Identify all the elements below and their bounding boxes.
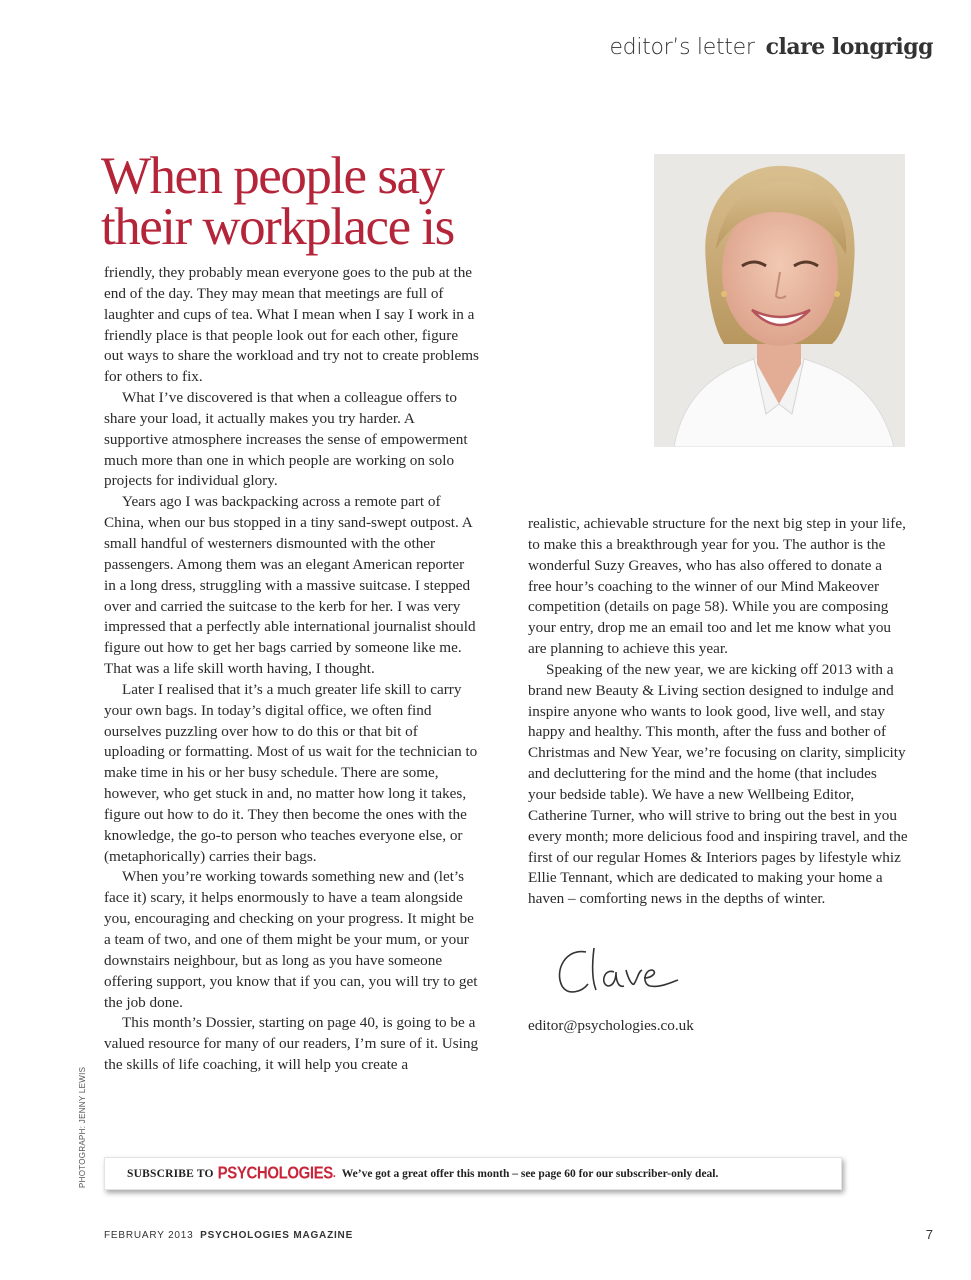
- magazine-name: PSYCHOLOGIES MAGAZINE: [200, 1230, 354, 1241]
- page-number: 7: [925, 1227, 933, 1242]
- paragraph: realistic, achievable structure for the next big step in your life, to make this a breakthrough year for you. The author is the wonderful Suzy Greaves, who has also offered to donate a free hour’s coaching to the winner of our Mind Makeover competition (details on page 58). While you are composing your entry, drop me an email too and let me know what you are planning to achieve this year.: [528, 515, 906, 658]
- editor-email[interactable]: editor@psychologies.co.uk: [528, 1017, 694, 1034]
- subscribe-banner[interactable]: [104, 1157, 842, 1190]
- brand-logo: PSYCHOLOGIES: [217, 1163, 333, 1184]
- article-column-left: [104, 263, 479, 1076]
- editor-signature: [548, 940, 688, 1002]
- article-column-right: [528, 514, 908, 910]
- subscribe-offer: We’ve got a great offer this month – see page 60 for our subscriber-only deal.: [341, 1167, 719, 1180]
- photo-credit: PHOTOGRAPH: JENNY LEWIS: [78, 1066, 87, 1188]
- issue-date: FEBRUARY 2013: [104, 1230, 194, 1241]
- page-footer: [104, 1230, 353, 1241]
- paragraph: When you’re working towards something new and (let’s face it) scary, it helps enormously to have a team alongside you, encouraging and checking on your progress. It might be a team of two, and one of them might be your mum, or your downstairs neighbour, but as long as you have someone offering support, you know that if you can, you will try to get the job done.: [104, 868, 478, 1011]
- paragraph: Years ago I was backpacking across a remote part of China, when our bus stopped in a tiny sand-swept outpost. A small handful of westerners dismounted with the other passengers. Among them was an elegant American reporter in a long dress, struggling with a massive suitcase. I stepped over and carried the suitcase to the kerb for her. I was very impressed that a perfectly able international journalist should figure out how to get her bags carried by someone like me. That was a life skill worth having, I thought.: [104, 493, 476, 678]
- paragraph: Speaking of the new year, we are kicking off 2013 with a brand new Beauty & Living section designed to indulge and inspire anyone who wants to look good, live well, and stay happy and healthy. This month, after the fuss and bother of Christmas and New Year, we’re focusing on clarity, simplicity and decluttering for the mind and the home (that includes your bedside table). We have a new Wellbeing Editor, Catherine Turner, who will strive to bring out the best in you every month; more delicious food and inspiring travel, and the first of our regular Homes & Interiors pages by lifestyle whiz Ellie Tennant, which are dedicated to making your home a haven – comforting news in the depths of winter.: [528, 660, 908, 908]
- editor-portrait: [654, 154, 905, 447]
- portrait-illustration: [654, 154, 905, 447]
- signature-mark: [548, 940, 688, 1002]
- section-label: editor’s letter: [609, 35, 755, 60]
- paragraph: friendly, they probably mean everyone goes to the pub at the end of the day. They may mean that meetings are full of laughter and cups of tea. What I mean when I say I work in a friendly place is that people look out for each other, figure out ways to share the workload and try not to create problems for others to fix.: [104, 264, 479, 386]
- subscribe-lead: SUBSCRIBE TO: [127, 1167, 214, 1180]
- paragraph: Later I realised that it’s a much greater life skill to carry your own bags. In today’s digital office, we often find ourselves puzzling over how to do this or that bit of uploading or formatting. Most of us wait for the technician to make time in his or her busy schedule. There are some, however, who get stuck in and, no matter how long it takes, figure out how to do it. They then become the ones with the knowledge, the go-to person who teaches everyone else, or (metaphorically) carries their bags.: [104, 680, 478, 865]
- section-header: [609, 34, 933, 60]
- paragraph: This month’s Dossier, starting on page 40, is going to be a valued resource for many of our readers, I’m sure of it. Using the skills of life coaching, it will help you create a: [104, 1014, 479, 1074]
- brand-dot: .: [332, 1167, 336, 1180]
- article-headline: When people say their workplace is: [101, 147, 454, 256]
- paragraph: What I’ve discovered is that when a colleague offers to share your load, it actually makes you try harder. A supportive atmosphere increases the sense of empowerment much more than one in which people are working on solo projects for individual glory.: [104, 389, 468, 490]
- author-name: clare longrigg: [765, 34, 933, 60]
